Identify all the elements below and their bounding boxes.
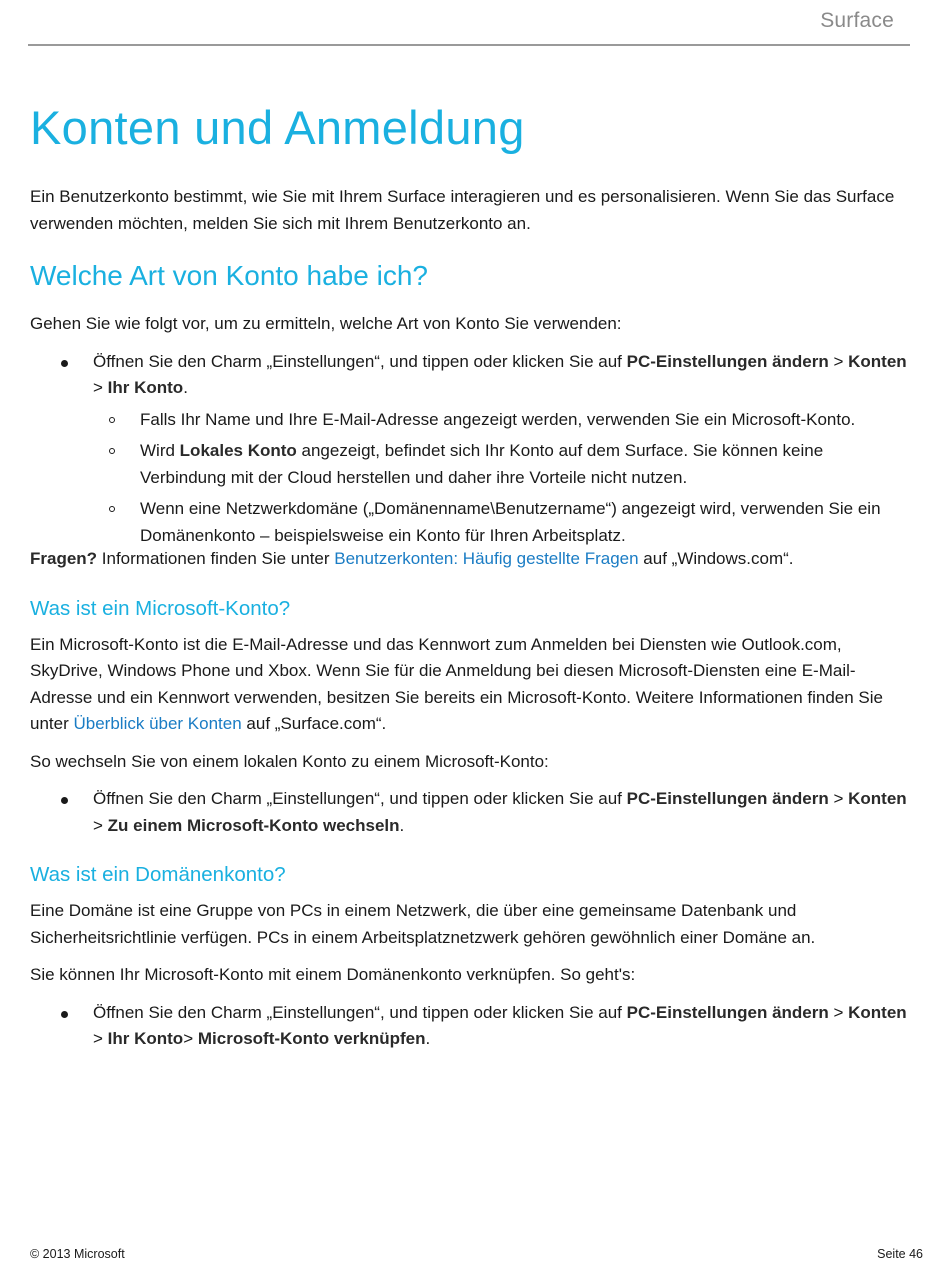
section-heading-account-type: Welche Art von Konto habe ich? <box>30 260 428 291</box>
section2-lead: So wechseln Sie von einem lokalen Konto zu einem Microsoft-Konto: <box>30 751 549 771</box>
sub-list <box>93 407 910 550</box>
list-item: Öffnen Sie den Charm „Einstellungen“, und tippen oder klicken Sie auf PC-Einstellungen ändern > Konten > Ihr Konto. Falls Ihr Name und Ihre E-Mail-Adresse angezeigt werden, verwenden Sie ein Microsoft-Konto. Wird Lokales Konto angezeigt, befindet sich Ihr Konto auf dem Surface. Sie können keine Verbindung mit der Cloud herstellen und daher ihre Vorteile nicht nutzen. Wenn eine Netzwerkdomäne („Domänenname\Benutzername“) angezeigt wird, verwenden Sie ein Domänenkonto – beispielsweise ein Konto für Ihren Arbeitsplatz. <box>30 349 910 550</box>
section-heading-domain-account: Was ist ein Domänenkonto? <box>30 863 286 886</box>
circle-bullet-icon <box>109 506 115 512</box>
section1-lead: Gehen Sie wie folgt vor, um zu ermitteln, welche Art von Konto Sie verwenden: <box>30 314 622 333</box>
section2-paragraph: Ein Microsoft-Konto ist die E-Mail-Adresse und das Kennwort zum Anmelden bei Diensten wie Outlook.com, SkyDrive, Windows Phone und Xbox. Wenn Sie für die Anmeldung bei diesen Microsoft-Diensten eine E-Mail-Adresse und ein Kennwort verwenden, besitzen Sie bereits ein Microsoft-Konto. Weitere Informationen finden Sie unter Überblick über Konten auf „Surface.com“. <box>30 634 883 733</box>
header-divider <box>28 44 910 46</box>
section3-bullet-list <box>30 1000 910 1053</box>
section3-lead: Sie können Ihr Microsoft-Konto mit einem Domänenkonto verknüpfen. So geht's: <box>30 965 636 984</box>
list-item: Öffnen Sie den Charm „Einstellungen“, und tippen oder klicken Sie auf PC-Einstellungen ändern > Konten > Ihr Konto> Microsoft-Konto verknüpfen. <box>30 1000 910 1053</box>
intro-paragraph: Ein Benutzerkonto bestimmt, wie Sie mit Ihrem Surface interagieren und es personalisieren. Wenn Sie das Surface verwenden möchten, melden Sie sich mit Ihrem Benutzerkonto an. <box>30 187 895 233</box>
sub-list-item: Wenn eine Netzwerkdomäne („Domänenname\Benutzername“) angezeigt wird, verwenden Sie ein Domänenkonto – beispielsweise ein Konto für Ihren Arbeitsplatz. <box>93 496 910 549</box>
bullet-icon <box>61 360 68 367</box>
bullet-icon <box>61 797 68 804</box>
page-number: Seite 46 <box>877 1247 923 1261</box>
header-brand: Surface <box>820 9 894 32</box>
document-body <box>30 96 910 1058</box>
faq-paragraph: Fragen? Informationen finden Sie unter Benutzerkonten: Häufig gestellte Fragen auf „Windows.com“. <box>30 549 794 568</box>
sub-list-item: Wird Lokales Konto angezeigt, befindet sich Ihr Konto auf dem Surface. Sie können keine Verbindung mit der Cloud herstellen und daher ihre Vorteile nicht nutzen. <box>93 438 910 491</box>
footer-copyright: © 2013 Microsoft <box>30 1247 125 1261</box>
section1-bullet-list <box>30 349 910 550</box>
bullet-icon <box>61 1011 68 1018</box>
sub-list-item: Falls Ihr Name und Ihre E-Mail-Adresse angezeigt werden, verwenden Sie ein Microsoft-Konto. <box>93 407 910 434</box>
list-item: Öffnen Sie den Charm „Einstellungen“, und tippen oder klicken Sie auf PC-Einstellungen ändern > Konten > Zu einem Microsoft-Konto wechseln. <box>30 786 910 839</box>
section-heading-microsoft-account: Was ist ein Microsoft-Konto? <box>30 596 291 620</box>
circle-bullet-icon <box>109 417 115 423</box>
page-title: Konten und Anmeldung <box>30 101 525 154</box>
faq-link[interactable]: Benutzerkonten: Häufig gestellte Fragen <box>334 549 639 568</box>
section2-bullet-list <box>30 786 910 839</box>
section3-paragraph: Eine Domäne ist eine Gruppe von PCs in einem Netzwerk, die über eine gemeinsame Datenbank und Sicherheitsrichtlinie verfügen. PCs in einem Arbeitsplatznetzwerk gehören gewöhnlich einer Domäne an. <box>30 901 816 947</box>
accounts-overview-link[interactable]: Überblick über Konten <box>73 714 242 733</box>
circle-bullet-icon <box>109 448 115 454</box>
